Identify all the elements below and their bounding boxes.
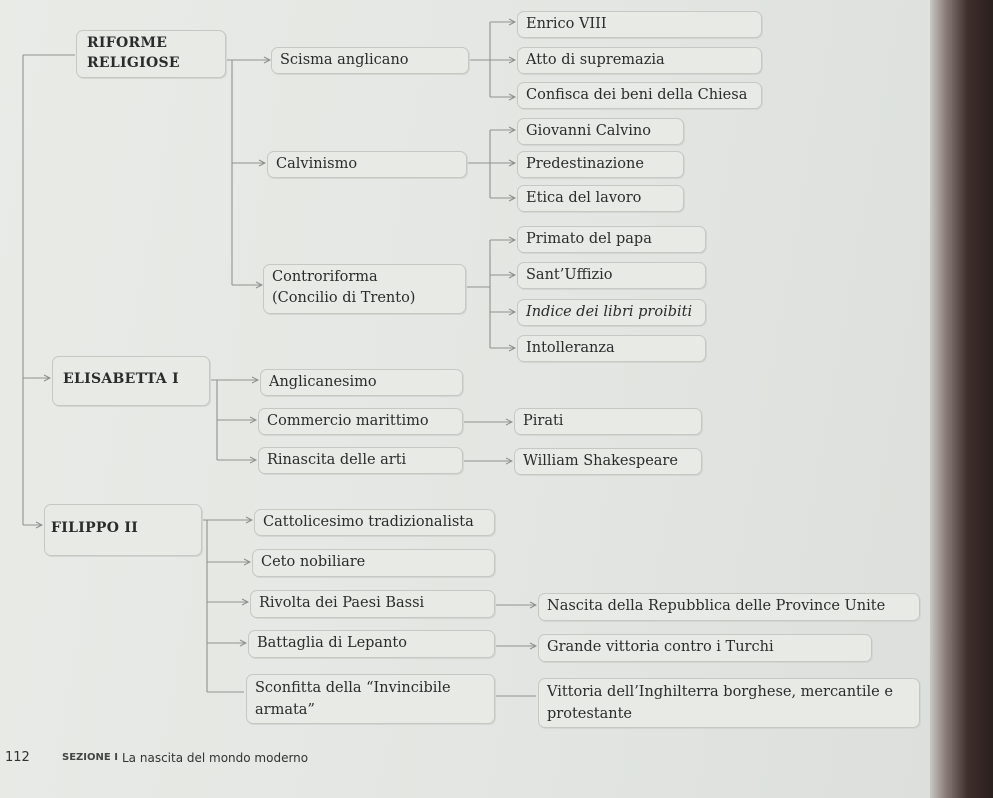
commercio-marittimo-box: Commercio marittimo — [258, 408, 463, 435]
controriforma-box: Controriforma (Concilio di Trento) — [263, 264, 466, 314]
predestinazione-box: Predestinazione — [517, 151, 684, 178]
intolleranza-box: Intolleranza — [517, 335, 706, 362]
indice-libri-box: Indice dei libri proibiti — [517, 299, 706, 326]
calvinismo-box: Calvinismo — [267, 151, 467, 178]
primato-papa-box: Primato del papa — [517, 226, 706, 253]
section-label: SEZIONE I — [62, 752, 118, 763]
scisma-anglicano-box: Scisma anglicano — [271, 47, 469, 74]
enrico-viii-box: Enrico VIII — [517, 11, 762, 38]
battaglia-lepanto-box: Battaglia di Lepanto — [248, 630, 495, 658]
etica-lavoro-box: Etica del lavoro — [517, 185, 684, 212]
vittoria-turchi-box: Grande vittoria contro i Turchi — [538, 634, 872, 662]
william-shakespeare-box: William Shakespeare — [514, 448, 702, 475]
vittoria-inghilterra-box: Vittoria dell’Inghilterra borghese, mercantile e protestante — [538, 678, 920, 728]
page-number: 112 — [5, 750, 30, 765]
pirati-box: Pirati — [514, 408, 702, 435]
sant-uffizio-box: Sant’Uffizio — [517, 262, 706, 289]
elisabetta-i-box: ELISABETTA I — [52, 356, 210, 406]
filippo-ii-box: FILIPPO II — [44, 504, 202, 556]
atto-supremazia-box: Atto di supremazia — [517, 47, 762, 74]
section-title: La nascita del mondo moderno — [122, 751, 309, 765]
anglicanesimo-box: Anglicanesimo — [260, 369, 463, 396]
repubblica-province-unite-box: Nascita della Repubblica delle Province Unite — [538, 593, 920, 621]
cattolicesimo-box: Cattolicesimo tradizionalista — [254, 509, 495, 536]
ceto-nobiliare-box: Ceto nobiliare — [252, 549, 495, 577]
confisca-beni-box: Confisca dei beni della Chiesa — [517, 82, 762, 109]
rinascita-arti-box: Rinascita delle arti — [258, 447, 463, 474]
riforme-religiose-box: RIFORME RELIGIOSE — [76, 30, 226, 78]
rivolta-paesi-bassi-box: Rivolta dei Paesi Bassi — [250, 590, 495, 618]
sconfitta-armata-box: Sconfitta della “Invincibile armata” — [246, 674, 495, 724]
giovanni-calvino-box: Giovanni Calvino — [517, 118, 684, 145]
